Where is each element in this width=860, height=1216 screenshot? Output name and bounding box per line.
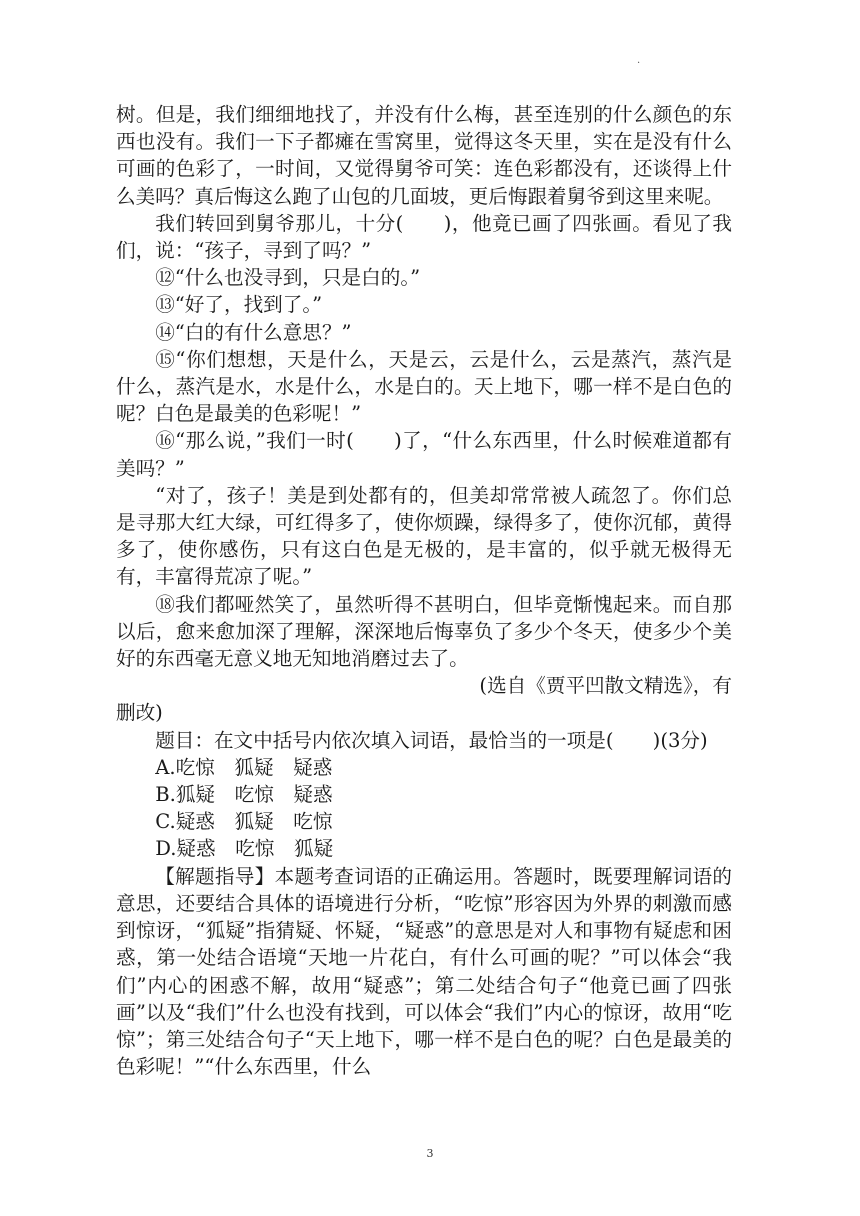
answer-analysis: 【解题指导】本题考查词语的正确运用。答题时，既要理解词语的意思，还要结合具体的语境进行分析，“吃惊”形容因为外界的刺激而感到惊讶，“狐疑”指猜疑、怀疑，“疑惑”的意思是对人和事物有疑虑和困惑，第一处结合语境“天地一片花白，有什么可画的呢？”可以体会“我们”内心的困惑不解，故用“疑惑”；第二处结合句子“他竟已画了四张画”以及“我们”什么也没有找到，可以体会“我们”内心的惊讶，故用“吃惊”；第三处结合句子“天上地下，哪一样不是白色的呢？白色是最美的色彩呢！”“什么东西里，什么 xyxy=(116,864,732,1079)
option-c: C.疑惑 狐疑 吃惊 xyxy=(155,810,333,834)
paragraph-17: “对了，孩子！美是到处都有的，但美却常常被人疏忽了。你们总是寻那大红大绿，可红得多了，使你烦躁，绿得多了，使你沉郁，黄得多了，使你感伤，只有这白色是无极的，是丰富的，似乎就无极得无有，丰富得荒凉了呢。” xyxy=(116,483,732,589)
option-d: D.疑惑 吃惊 狐疑 xyxy=(155,837,334,861)
header-dot: . xyxy=(637,55,641,66)
paragraph-continuation: 树。但是，我们细细地找了，并没有什么梅，甚至连别的什么颜色的东西也没有。我们一下子都瘫在雪窝里，觉得这冬天里，实在是没有什么可画的色彩了，一时间，又觉得舅爷可笑：连色彩都没有，还谈得上什么美吗？真后悔这么跑了山包的几面坡，更后悔跟着舅爷到这里来呢。 xyxy=(116,103,732,208)
paragraph-14: ⑭“白的有什么意思？” xyxy=(155,320,352,344)
source-citation-end: 删改) xyxy=(116,701,163,725)
question-stem: 题目：在文中括号内依次填入词语，最恰当的一项是( )(3分) xyxy=(155,728,708,752)
paragraph-15: ⑮“你们想想，天是什么，天是云，云是什么，云是蒸汽，蒸汽是什么，蒸汽是水，水是什么，水是白的。天上地下，哪一样不是白色的呢？白色是最美的色彩呢！” xyxy=(116,347,732,426)
source-citation: (选自《贾平凹散文精选》，有 xyxy=(479,674,732,698)
option-b: B.狐疑 吃惊 疑惑 xyxy=(155,783,333,807)
paragraph-16: ⑯“那么说，”我们一时( )了，“什么东西里，什么时候难道都有美吗？” xyxy=(116,429,732,480)
paragraph-12: ⑫“什么也没寻到，只是白的。” xyxy=(155,266,421,290)
page-number: 3 xyxy=(426,1147,434,1160)
paragraph-18: ⑱我们都哑然笑了，虽然听得不甚明白，但毕竟惭愧起来。而自那以后，愈来愈加深了理解，深深地后悔辜负了多少个冬天，使多少个美好的东西毫无意义地无知地消磨过去了。 xyxy=(116,592,732,671)
paragraph-13: ⑬“好了，找到了。” xyxy=(155,293,323,317)
paragraph-return: 我们转回到舅爷那儿，十分( )，他竟已画了四张画。看见了我们，说：“孩子，寻到了吗？” xyxy=(116,211,732,263)
option-a: A.吃惊 狐疑 疑惑 xyxy=(155,755,333,779)
document-body xyxy=(116,101,732,1080)
